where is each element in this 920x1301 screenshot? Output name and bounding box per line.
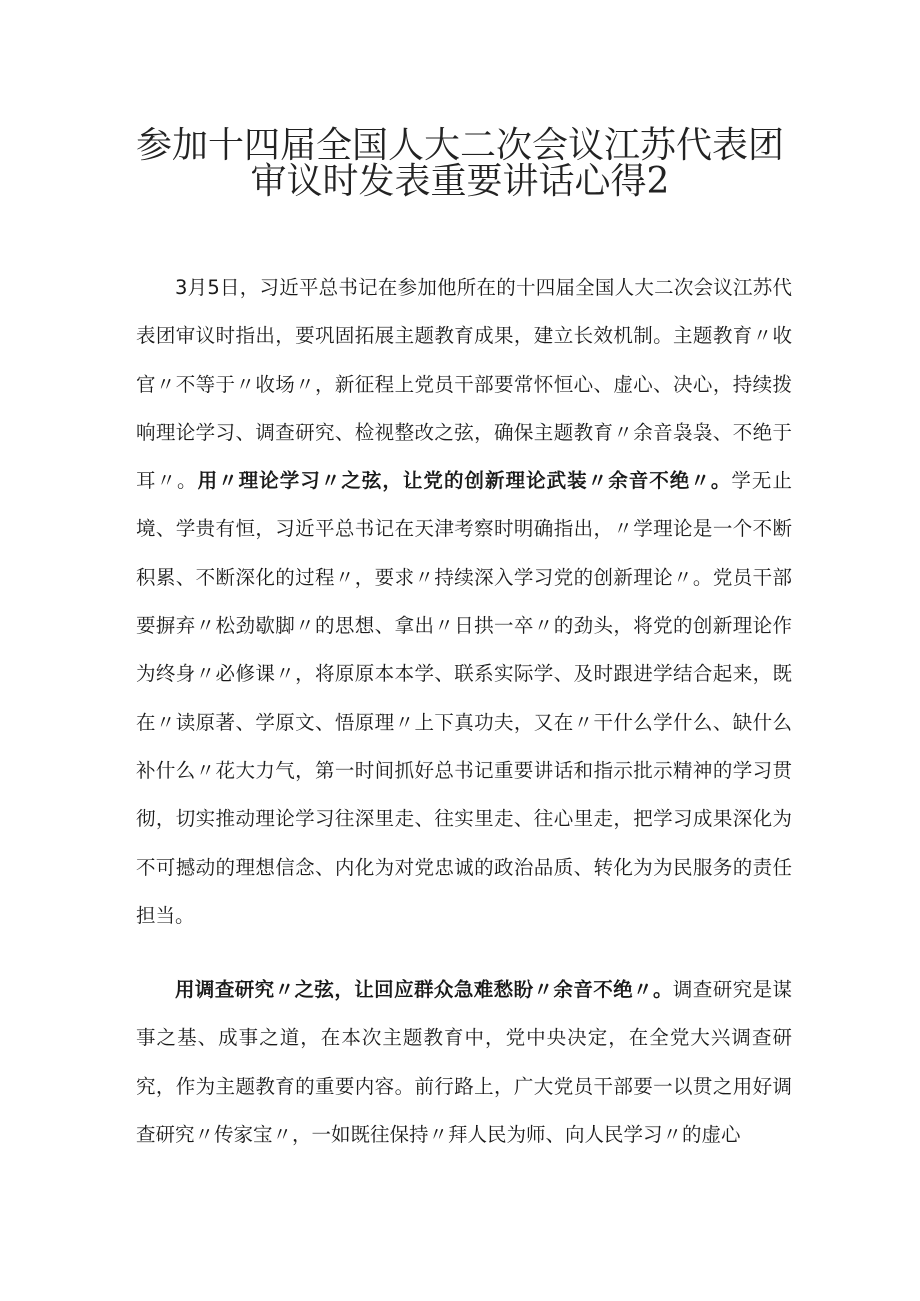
document-title-line-1: 参加十四届全国人大二次会议江苏代表团 xyxy=(135,125,784,166)
paragraph-2-bold-heading: 用调查研究〃之弦，让回应群众急难愁盼〃余音不绝〃。 xyxy=(175,978,673,1001)
paragraph-2-body: 调查研究是谋事之基、成事之道，在本次主题教育中，党中央决定，在全党大兴调查研究，作为主题教育的重要内容。前行路上，广大党员干部要一以贯之用好调查研究〃传家宝〃，一如既往保持〃拜人民为师、向人民学习〃的虚心 xyxy=(136,978,792,1146)
paragraph-2 xyxy=(136,966,792,1159)
paragraph-1-bold-heading: 用〃理论学习〃之弦，让党的创新理论武装〃余音不绝〃。 xyxy=(197,469,732,493)
paragraph-1 xyxy=(136,264,792,940)
document-title-line-2: 审议时发表重要讲话心得2 xyxy=(250,161,670,202)
paragraph-1-body: 学无止境、学贵有恒，习近平总书记在天津考察时明确指出，〃学理论是一个不断积累、不断深化的过程〃，要求〃持续深入学习党的创新理论〃。党员干部要摒弃〃松劲歇脚〃的思想、拿出〃日拱一卒〃的劲头，将党的创新理论作为终身〃必修课〃，将原原本本学、联系实际学、及时跟进学结合起来，既在〃读原著、学原文、悟原理〃上下真功夫，又在〃干什么学什么、缺什么补什么〃花大力气，第一时间抓好总书记重要讲话和指示批示精神的学习贯彻，切实推动理论学习往深里走、往实里走、往心里走，把学习成果深化为不可撼动的理想信念、内化为对党忠诚的政治品质、转化为为民服务的责任担当。 xyxy=(136,469,792,927)
paragraph-1-intro: 3月5日，习近平总书记在参加他所在的十四届全国人大二次会议江苏代表团审议时指出，要巩固拓展主题教育成果，建立长效机制。主题教育〃收官〃不等于〃收场〃，新征程上党员干部要常怀恒心、虚心、决心，持续拨响理论学习、调查研究、检视整改之弦，确保主题教育〃余音袅袅、不绝于耳〃。 xyxy=(136,276,792,493)
